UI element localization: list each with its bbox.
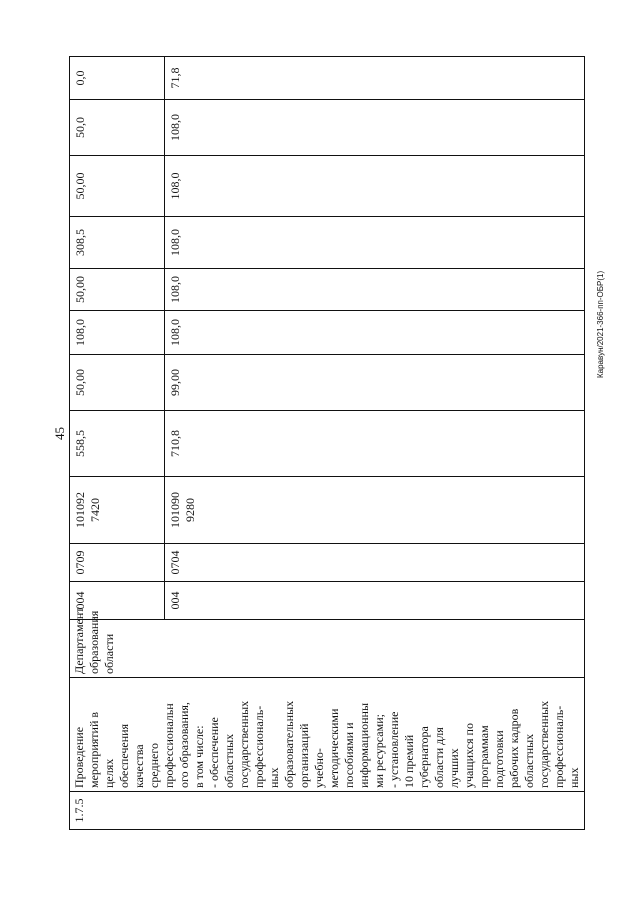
value-cell: 50,00	[70, 156, 165, 217]
page-number: 45	[52, 427, 67, 440]
value-cell: 50,00	[70, 355, 165, 411]
measure-name-line: в том числе:	[192, 725, 206, 788]
measure-name-line: профессиональн	[162, 703, 176, 788]
measure-name-line: профессиональ-	[552, 705, 566, 788]
measure-name-line: профессиональ-	[252, 705, 266, 788]
value-cell: 710,8	[165, 411, 585, 477]
rz-pr-code-cell: 0704	[165, 544, 585, 582]
value-cell: 558,5	[70, 411, 165, 477]
value-cell: 308,5	[70, 217, 165, 269]
value-cell: 71,8	[165, 57, 585, 100]
department-cell	[70, 607, 585, 678]
measure-name-line: подготовки	[492, 730, 506, 788]
value-cell: 108,0	[165, 217, 585, 269]
value-cell: 108,0	[165, 311, 585, 355]
measure-name-cell	[70, 678, 585, 792]
department-name-line: Департамент	[72, 607, 86, 674]
csr-code-part: 101092	[73, 492, 87, 528]
document-code-label: Каравун/2021-366-пп-ОБР(1)	[596, 270, 605, 378]
csr-code-part: 9280	[183, 498, 197, 522]
csr-code-part: 101090	[168, 492, 182, 528]
budget-table-frame	[69, 57, 581, 830]
measure-name-line: государственных	[537, 700, 551, 788]
department-name-line: области	[102, 633, 116, 674]
measure-name-line: областных	[522, 733, 536, 788]
measure-name-line: области для	[432, 727, 446, 788]
value-cell: 108,0	[165, 269, 585, 311]
grbs-code-cell: 004	[165, 582, 585, 620]
value-cell: 108,0	[165, 156, 585, 217]
measure-name-line: ных	[267, 767, 281, 788]
measure-name-line: учебно-	[312, 748, 326, 788]
measure-name-line: мероприятий в	[87, 711, 101, 788]
grbs-code-cell: 004	[70, 582, 165, 620]
item-number-cell: 1.7.5	[70, 792, 585, 830]
value-cell: 108,0	[165, 100, 585, 156]
measure-name-line: учащихся по	[462, 723, 476, 788]
measure-name-line: пособиями и	[342, 722, 356, 788]
measure-name-line: - установление	[387, 711, 401, 788]
department-name-line: образования	[87, 610, 101, 674]
budget-table	[69, 56, 585, 830]
measure-name-line: организаций	[297, 723, 311, 788]
measure-name-line: ных	[567, 767, 581, 788]
measure-name-line: 10 премий	[402, 734, 416, 788]
rz-pr-code-cell: 0709	[70, 544, 165, 582]
measure-name-line: Проведение	[72, 726, 86, 788]
measure-name-line: ми ресурсами;	[372, 714, 386, 788]
measure-name-line: рабочих кадров	[507, 708, 521, 788]
value-cell: 99,00	[165, 355, 585, 411]
rotated-budget-table	[69, 57, 581, 830]
value-cell: 108,0	[70, 311, 165, 355]
measure-name-line: целях	[102, 758, 116, 788]
measure-name-line: лучших	[447, 748, 461, 788]
table-row	[70, 57, 165, 830]
csr-code-cell	[70, 477, 165, 544]
measure-name-line: методическими	[327, 708, 341, 788]
measure-name-line: образовательных	[282, 700, 296, 788]
measure-name-line: губернатора	[417, 726, 431, 788]
value-cell: 50,00	[70, 269, 165, 311]
measure-name-line: среднего	[147, 743, 161, 788]
value-cell: 50,0	[70, 100, 165, 156]
value-cell: 0,0	[70, 57, 165, 100]
measure-name-line: качества	[132, 744, 146, 788]
measure-name-line: областных	[222, 733, 236, 788]
measure-name-line: информационны	[357, 702, 371, 788]
csr-code-part: 7420	[88, 498, 102, 522]
measure-name-line: обеспечения	[117, 723, 131, 788]
measure-name-line: ого образования,	[177, 702, 191, 788]
measure-name-line: - обеспечение	[207, 717, 221, 788]
measure-name-line: программам	[477, 725, 491, 788]
csr-code-cell	[165, 477, 585, 544]
measure-name-line: государственных	[237, 700, 251, 788]
